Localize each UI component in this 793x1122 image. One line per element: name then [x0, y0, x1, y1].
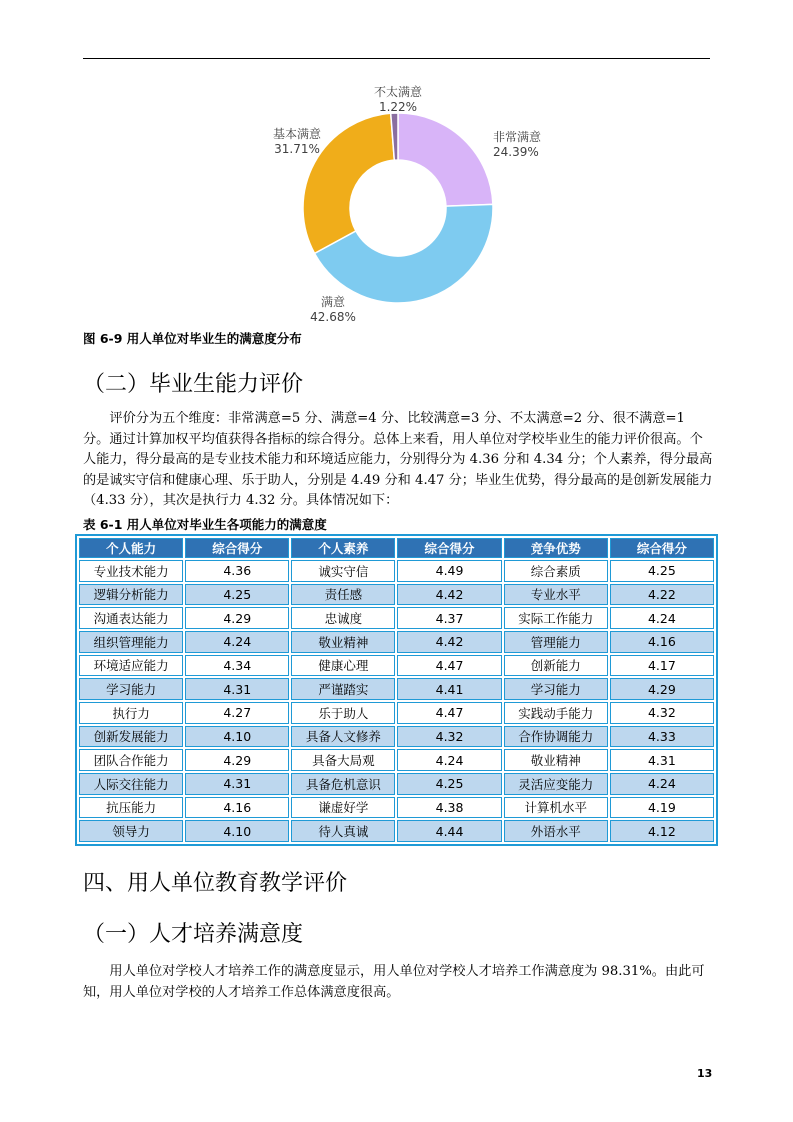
table-cell: 健康心理: [291, 655, 395, 677]
table-cell: 敬业精神: [504, 749, 608, 771]
header-cell: 综合得分: [610, 538, 714, 558]
ability-paragraph-text: 评价分为五个维度：非常满意=5 分、满意=4 分、比较满意=3 分、不太满意=2 分、很不满意=1 分。通过计算加权平均值获得各指标的综合得分。总体上来看，用人单位对学校毕业生的能力评价很高。个人能力，得分最高的是专业技术能力和环境适应能力，分别得分为 4.36 分和 4.34 分；个人素养，得分最高的是诚实守信和健康心理、乐于助人，分别是 4.49 分和 4.47 分；毕业生优势，得分最高的是创新发展能力（4.33 分），其次是执行力 4.32 分。具体情况如下：: [83, 411, 713, 509]
table-cell: 4.29: [185, 607, 289, 629]
table-cell: 合作协调能力: [504, 726, 608, 748]
table-cell: 专业水平: [504, 584, 608, 606]
table-cell: 4.10: [185, 726, 289, 748]
table-cell: 4.42: [397, 584, 501, 606]
table-cell: 创新能力: [504, 655, 608, 677]
header-cell: 竞争优势: [504, 538, 608, 558]
table-row: [79, 631, 714, 653]
table-cell: 4.16: [610, 631, 714, 653]
table-cell: 组织管理能力: [79, 631, 183, 653]
table-cell: 责任感: [291, 584, 395, 606]
header-rule: [83, 58, 710, 59]
table-cell: 4.10: [185, 820, 289, 842]
table-cell: 4.27: [185, 702, 289, 724]
table-row: [79, 726, 714, 748]
section-heading-training: （一）人才培养满意度: [83, 922, 304, 947]
slice-value-label: 1.22%: [378, 100, 418, 114]
table-row: [79, 584, 714, 606]
slice-value-label: 24.39%: [493, 145, 539, 159]
table-cell: 外语水平: [504, 820, 608, 842]
table-cell: 4.49: [397, 560, 501, 582]
table-cell: 4.12: [610, 820, 714, 842]
table-cell: 灵活应变能力: [504, 773, 608, 795]
table-cell: 4.31: [610, 749, 714, 771]
table-cell: 4.33: [610, 726, 714, 748]
table-cell: 沟通表达能力: [79, 607, 183, 629]
table-cell: 实践动手能力: [504, 702, 608, 724]
table-cell: 敬业精神: [291, 631, 395, 653]
table-cell: 4.31: [185, 773, 289, 795]
table-cell: 4.19: [610, 797, 714, 819]
table-cell: 实际工作能力: [504, 607, 608, 629]
table-cell: 4.32: [610, 702, 714, 724]
table-cell: 乐于助人: [291, 702, 395, 724]
table-row: [79, 749, 714, 771]
table-row: [79, 678, 714, 700]
training-paragraph: [83, 962, 713, 1003]
table-cell: 4.36: [185, 560, 289, 582]
slice-value-label: 42.68%: [310, 310, 356, 324]
table-cell: 4.29: [610, 678, 714, 700]
table-cell: 4.24: [397, 749, 501, 771]
table-cell: 4.32: [397, 726, 501, 748]
table-cell: 4.47: [397, 702, 501, 724]
slice-label: 非常满意: [493, 130, 542, 144]
header-cell: 个人能力: [79, 538, 183, 558]
table-cell: 严谨踏实: [291, 678, 395, 700]
training-paragraph-text: 用人单位对学校人才培养工作的满意度显示，用人单位对学校人才培养工作满意度为 98.31%。由此可知，用人单位对学校的人才培养工作总体满意度很高。: [83, 964, 705, 1000]
table-cell: 4.41: [397, 678, 501, 700]
table-cell: 4.22: [610, 584, 714, 606]
table-cell: 环境适应能力: [79, 655, 183, 677]
ability-table: [75, 534, 718, 846]
header-cell: 个人素养: [291, 538, 395, 558]
table-cell: 4.44: [397, 820, 501, 842]
satisfaction-donut-chart: [240, 78, 560, 328]
slice-label: 不太满意: [373, 85, 423, 99]
table-cell: 4.25: [397, 773, 501, 795]
table-cell: 4.17: [610, 655, 714, 677]
table-row: [79, 702, 714, 724]
slice-value-label: 31.71%: [274, 142, 320, 156]
table-cell: 综合素质: [504, 560, 608, 582]
table-row: [79, 607, 714, 629]
slice-label: 基本满意: [272, 127, 322, 141]
table-cell: 4.38: [397, 797, 501, 819]
table-cell: 具备人文修养: [291, 726, 395, 748]
section-heading-ability: （二）毕业生能力评价: [83, 372, 304, 397]
table-row: [79, 820, 714, 842]
figure-caption: 图 6-9 用人单位对毕业生的满意度分布: [83, 331, 302, 346]
table-cell: 专业技术能力: [79, 560, 183, 582]
table-cell: 4.42: [397, 631, 501, 653]
table-cell: 4.24: [610, 773, 714, 795]
table-cell: 抗压能力: [79, 797, 183, 819]
table-cell: 领导力: [79, 820, 183, 842]
table-cell: 4.24: [610, 607, 714, 629]
table-cell: 具备危机意识: [291, 773, 395, 795]
table-cell: 4.16: [185, 797, 289, 819]
donut-slice: [398, 113, 493, 206]
table-cell: 学习能力: [79, 678, 183, 700]
slice-label: 满意: [320, 295, 346, 309]
table-cell: 4.25: [610, 560, 714, 582]
table-cell: 学习能力: [504, 678, 608, 700]
table-cell: 4.34: [185, 655, 289, 677]
table-cell: 4.24: [185, 631, 289, 653]
table-cell: 执行力: [79, 702, 183, 724]
table-cell: 谦虚好学: [291, 797, 395, 819]
table-cell: 4.25: [185, 584, 289, 606]
ability-paragraph: [83, 409, 713, 512]
table-row: [79, 560, 714, 582]
header-cell: 综合得分: [185, 538, 289, 558]
table-cell: 待人真诚: [291, 820, 395, 842]
table-cell: 诚实守信: [291, 560, 395, 582]
table-cell: 4.29: [185, 749, 289, 771]
section-heading-teaching: 四、用人单位教育教学评价: [83, 871, 348, 896]
table-caption: 表 6-1 用人单位对毕业生各项能力的满意度: [83, 517, 327, 532]
table-cell: 4.47: [397, 655, 501, 677]
table-cell: 逻辑分析能力: [79, 584, 183, 606]
table-cell: 忠诚度: [291, 607, 395, 629]
table-cell: 团队合作能力: [79, 749, 183, 771]
table-cell: 4.37: [397, 607, 501, 629]
table-cell: 具备大局观: [291, 749, 395, 771]
table-row: [79, 773, 714, 795]
table-row: [79, 655, 714, 677]
table-cell: 人际交往能力: [79, 773, 183, 795]
table-cell: 管理能力: [504, 631, 608, 653]
table-cell: 4.31: [185, 678, 289, 700]
page-number: 13: [697, 1067, 713, 1080]
table-header-row: [79, 538, 714, 558]
table-cell: 计算机水平: [504, 797, 608, 819]
table-cell: 创新发展能力: [79, 726, 183, 748]
table-row: [79, 797, 714, 819]
header-cell: 综合得分: [397, 538, 501, 558]
